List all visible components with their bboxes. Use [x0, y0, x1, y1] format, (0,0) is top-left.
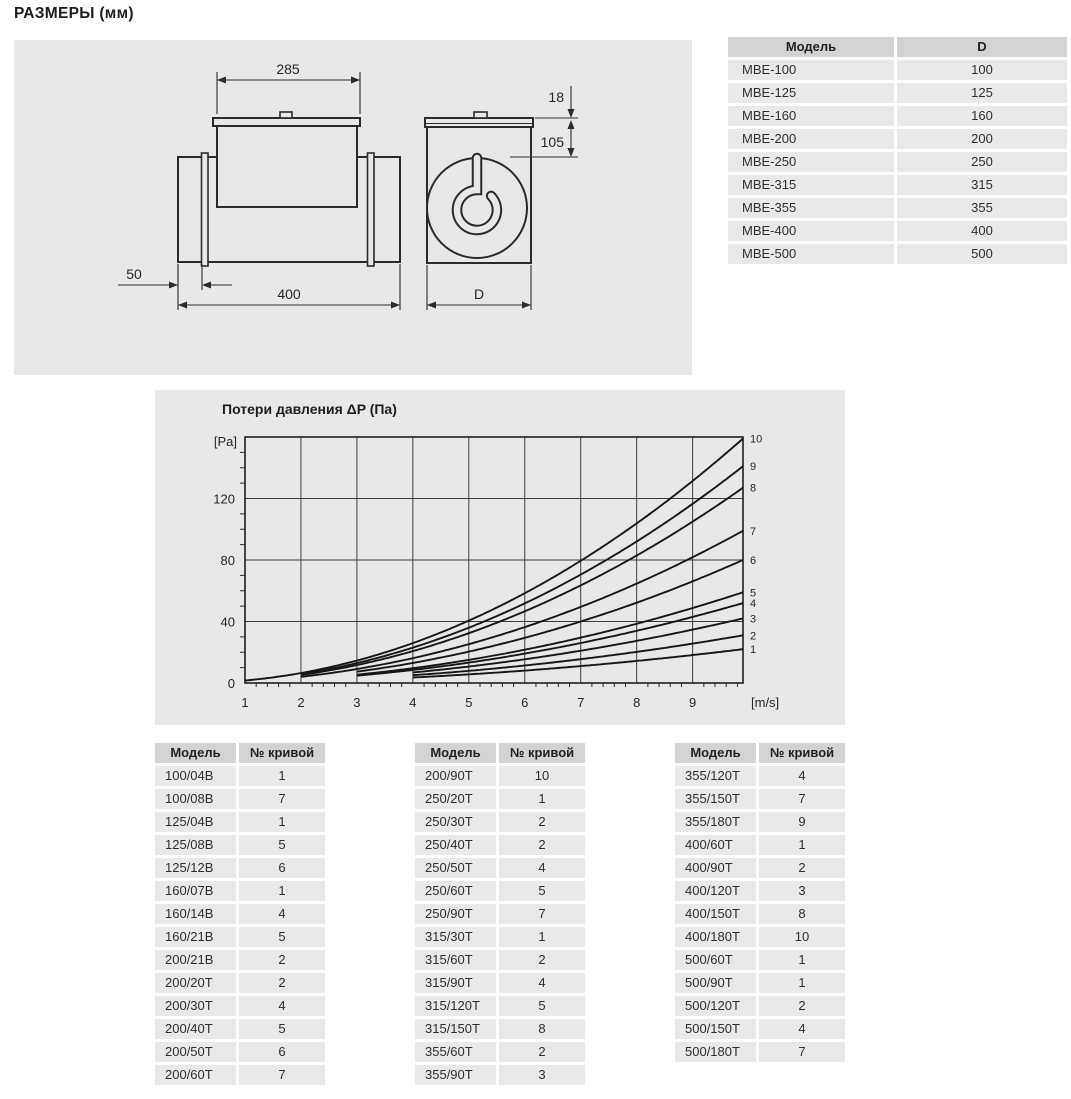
table-cell: 250/90Т: [415, 904, 496, 924]
x-tick-label: 7: [577, 695, 585, 710]
table-cell: 355/150Т: [675, 789, 756, 809]
table-cell: 100/04В: [155, 766, 236, 786]
table-row: [155, 950, 325, 970]
table-row: [728, 60, 1067, 80]
table-cell: 400/60Т: [675, 835, 756, 855]
table-row: [728, 106, 1067, 126]
curve-label-1: 1: [750, 644, 757, 657]
table-row: [155, 996, 325, 1016]
dimensions-drawing-panel: [14, 40, 692, 375]
table-cell: 250/60Т: [415, 881, 496, 901]
curve-table-3: [675, 743, 845, 1065]
lid-handle: [280, 112, 292, 118]
table-row: [728, 83, 1067, 103]
table-cell: 200/20Т: [155, 973, 236, 993]
table-row: [155, 789, 325, 809]
table-cell: 400/120Т: [675, 881, 756, 901]
table-cell: 355: [897, 198, 1067, 218]
table-cell: 315: [897, 175, 1067, 195]
table-cell: 2: [499, 835, 585, 855]
table-cell: МВЕ-160: [728, 106, 894, 126]
table-row: [675, 789, 845, 809]
front-lid-handle: [474, 112, 487, 118]
x-tick-label: 5: [465, 695, 473, 710]
table-cell: 2: [499, 950, 585, 970]
table-cell: 2: [499, 812, 585, 832]
table-cell: 1: [759, 950, 845, 970]
table-cell: МВЕ-250: [728, 152, 894, 172]
column-header-curve: № кривой: [239, 743, 325, 763]
table-cell: 315/150Т: [415, 1019, 496, 1039]
table-cell: 315/90Т: [415, 973, 496, 993]
table-cell: 4: [499, 973, 585, 993]
table-row: [728, 198, 1067, 218]
table-cell: 355/120Т: [675, 766, 756, 786]
table-cell: 2: [759, 858, 845, 878]
table-cell: 1: [239, 812, 325, 832]
dim-label-285: 285: [276, 61, 300, 77]
table-row: [415, 766, 585, 786]
table-cell: 4: [759, 766, 845, 786]
table-cell: 200/21В: [155, 950, 236, 970]
table-cell: 315/60Т: [415, 950, 496, 970]
table-row: [415, 835, 585, 855]
y-tick-label: 40: [220, 614, 235, 630]
column-header-curve: № кривой: [759, 743, 845, 763]
table-row: [728, 129, 1067, 149]
table-cell: 7: [759, 789, 845, 809]
table-cell: 5: [239, 835, 325, 855]
table-row: [675, 904, 845, 924]
table-row: [415, 1019, 585, 1039]
table-row: [155, 766, 325, 786]
x-tick-label: 2: [297, 695, 305, 710]
table-cell: 500/180Т: [675, 1042, 756, 1062]
table-row: [155, 812, 325, 832]
table-cell: 100: [897, 60, 1067, 80]
table-cell: МВЕ-355: [728, 198, 894, 218]
table-cell: 4: [239, 996, 325, 1016]
table-header-row: [415, 743, 585, 763]
table-row: [728, 221, 1067, 241]
table-cell: МВЕ-400: [728, 221, 894, 241]
table-row: [415, 927, 585, 947]
table-cell: 1: [499, 789, 585, 809]
table-row: [728, 244, 1067, 264]
table-cell: 8: [499, 1019, 585, 1039]
table-body: [155, 766, 325, 1085]
table-row: [155, 973, 325, 993]
table-cell: 200/50Т: [155, 1042, 236, 1062]
table-row: [728, 175, 1067, 195]
table-cell: 4: [499, 858, 585, 878]
x-axis-unit-label: [m/s]: [751, 695, 780, 710]
dimension-50: [118, 264, 232, 290]
curve-label-4: 4: [750, 598, 757, 611]
column-header-model: Модель: [415, 743, 496, 763]
table-cell: 250/50Т: [415, 858, 496, 878]
table-row: [675, 1042, 845, 1062]
table-row: [415, 858, 585, 878]
table-row: [155, 835, 325, 855]
x-tick-label: 9: [689, 695, 697, 710]
x-tick-label: 6: [521, 695, 529, 710]
curve-label-9: 9: [750, 461, 757, 474]
table-cell: 5: [239, 927, 325, 947]
table-header-row: [675, 743, 845, 763]
table-row: [675, 858, 845, 878]
table-cell: 160/07В: [155, 881, 236, 901]
table-cell: 200/40Т: [155, 1019, 236, 1039]
table-cell: 200/90Т: [415, 766, 496, 786]
table-row: [155, 927, 325, 947]
curve-table-2: [415, 743, 585, 1088]
y-tick-label: 120: [213, 491, 235, 507]
table-cell: 10: [499, 766, 585, 786]
table-cell: 160/14В: [155, 904, 236, 924]
table-cell: 6: [239, 1042, 325, 1062]
table-header-row: [155, 743, 325, 763]
x-tick-label: 4: [409, 695, 417, 710]
column-header-d: D: [897, 37, 1067, 57]
table-row: [675, 973, 845, 993]
table-cell: 125/12В: [155, 858, 236, 878]
curve-label-2: 2: [750, 630, 757, 643]
dimension-400: [178, 264, 400, 310]
table-cell: 250: [897, 152, 1067, 172]
curve-label-3: 3: [750, 613, 757, 626]
table-cell: 355/90Т: [415, 1065, 496, 1085]
table-row: [155, 1019, 325, 1039]
table-cell: 500/150Т: [675, 1019, 756, 1039]
table-row: [415, 973, 585, 993]
table-row: [675, 996, 845, 1016]
column-header-model: Модель: [155, 743, 236, 763]
table-cell: 500/90Т: [675, 973, 756, 993]
table-row: [728, 152, 1067, 172]
table-cell: МВЕ-500: [728, 244, 894, 264]
column-header-model: Модель: [675, 743, 756, 763]
table-header-row: [728, 37, 1067, 57]
table-row: [155, 904, 325, 924]
dim-label-50: 50: [126, 266, 142, 282]
table-cell: 5: [499, 996, 585, 1016]
table-cell: 6: [239, 858, 325, 878]
terminal-box: [217, 125, 357, 207]
table-cell: 125/08В: [155, 835, 236, 855]
table-row: [675, 835, 845, 855]
table-row: [155, 881, 325, 901]
table-body: [728, 60, 1067, 264]
table-cell: 250/20Т: [415, 789, 496, 809]
x-tick-label: 1: [241, 695, 249, 710]
table-cell: 200/30Т: [155, 996, 236, 1016]
pressure-loss-chart: [155, 390, 845, 725]
table-cell: 400/90Т: [675, 858, 756, 878]
table-cell: 4: [239, 904, 325, 924]
x-tick-label: 3: [353, 695, 361, 710]
table-cell: 400/180Т: [675, 927, 756, 947]
table-cell: 7: [499, 904, 585, 924]
table-cell: МВЕ-315: [728, 175, 894, 195]
table-cell: 125/04В: [155, 812, 236, 832]
x-tick-label: 8: [633, 695, 641, 710]
table-cell: 1: [239, 881, 325, 901]
table-cell: 8: [759, 904, 845, 924]
table-cell: 5: [499, 881, 585, 901]
table-cell: 400/150Т: [675, 904, 756, 924]
table-row: [415, 904, 585, 924]
pressure-curve-9: [301, 466, 743, 674]
dimension-18: [535, 86, 578, 118]
table-cell: 250/30Т: [415, 812, 496, 832]
table-cell: 200: [897, 129, 1067, 149]
curve-label-6: 6: [750, 555, 757, 567]
dim-label-400: 400: [277, 286, 301, 302]
table-cell: МВЕ-200: [728, 129, 894, 149]
table-cell: 1: [759, 973, 845, 993]
dim-label-d: D: [473, 286, 485, 302]
y-axis-unit-label: [Pa]: [213, 434, 237, 449]
table-row: [415, 881, 585, 901]
table-cell: 160/21В: [155, 927, 236, 947]
table-cell: 315/120Т: [415, 996, 496, 1016]
table-cell: 500/60Т: [675, 950, 756, 970]
curve-label-5: 5: [750, 587, 757, 600]
table-row: [415, 1042, 585, 1062]
table-cell: МВЕ-100: [728, 60, 894, 80]
table-cell: 355/180Т: [675, 812, 756, 832]
table-cell: 1: [759, 835, 845, 855]
table-cell: 100/08В: [155, 789, 236, 809]
pressure-curve-4: [357, 603, 743, 676]
flange-right: [368, 153, 375, 266]
table-row: [675, 766, 845, 786]
table-cell: 2: [499, 1042, 585, 1062]
table-cell: 3: [759, 881, 845, 901]
table-row: [675, 927, 845, 947]
table-cell: 315/30Т: [415, 927, 496, 947]
table-row: [675, 812, 845, 832]
table-cell: 2: [239, 950, 325, 970]
y-tick-label: 0: [227, 676, 235, 691]
table-row: [155, 1065, 325, 1085]
curve-label-10: 10: [750, 433, 763, 446]
table-cell: МВЕ-125: [728, 83, 894, 103]
table-cell: 3: [499, 1065, 585, 1085]
table-cell: 200/60Т: [155, 1065, 236, 1085]
table-cell: 5: [239, 1019, 325, 1039]
front-lid: [425, 118, 533, 127]
column-header-model: Модель: [728, 37, 894, 57]
curve-label-8: 8: [750, 482, 757, 495]
table-cell: 9: [759, 812, 845, 832]
column-header-curve: № кривой: [499, 743, 585, 763]
table-body: [415, 766, 585, 1085]
flange-left: [202, 153, 209, 266]
table-cell: 355/60Т: [415, 1042, 496, 1062]
table-row: [415, 996, 585, 1016]
dim-label-18: 18: [548, 89, 564, 105]
table-row: [155, 858, 325, 878]
table-row: [675, 881, 845, 901]
table-cell: 250/40Т: [415, 835, 496, 855]
side-view: [178, 112, 400, 266]
table-row: [675, 1019, 845, 1039]
terminal-box-lid: [213, 118, 360, 126]
curve-table-1: [155, 743, 325, 1088]
table-row: [675, 950, 845, 970]
table-cell: 125: [897, 83, 1067, 103]
page-title: РАЗМЕРЫ (мм): [14, 5, 134, 22]
table-cell: 2: [239, 973, 325, 993]
y-tick-label: 80: [220, 553, 235, 568]
table-cell: 4: [759, 1019, 845, 1039]
table-row: [155, 1042, 325, 1062]
table-cell: 500/120Т: [675, 996, 756, 1016]
table-cell: 7: [759, 1042, 845, 1062]
dimension-d: [427, 265, 531, 310]
pressure-chart-panel: [155, 390, 845, 725]
table-cell: 10: [759, 927, 845, 947]
table-row: [415, 950, 585, 970]
table-cell: 7: [239, 1065, 325, 1085]
table-row: [415, 789, 585, 809]
table-cell: 160: [897, 106, 1067, 126]
table-cell: 1: [239, 766, 325, 786]
dimensions-table: [728, 37, 1067, 267]
dim-label-105: 105: [540, 134, 564, 150]
table-body: [675, 766, 845, 1062]
dimension-drawing: [14, 40, 692, 375]
curve-label-7: 7: [750, 525, 757, 538]
table-row: [415, 1065, 585, 1085]
table-cell: 2: [759, 996, 845, 1016]
dimension-285: [217, 61, 360, 114]
table-row: [415, 812, 585, 832]
table-cell: 1: [499, 927, 585, 947]
chart-title: Потери давления ΔP (Па): [222, 401, 397, 417]
table-cell: 500: [897, 244, 1067, 264]
table-cell: 7: [239, 789, 325, 809]
table-cell: 400: [897, 221, 1067, 241]
front-view: [425, 112, 533, 263]
